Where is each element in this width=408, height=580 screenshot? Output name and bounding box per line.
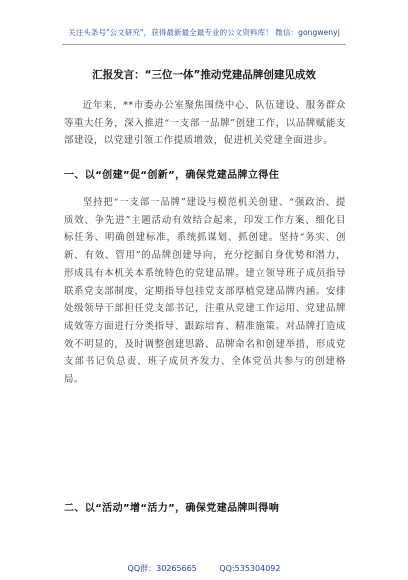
- section-1-heading: 一、以“创建”促“创新”，确保党建品牌立得住: [64, 170, 280, 181]
- header-divider: [62, 44, 346, 45]
- section-1-paragraph: 坚持把“一支部一品牌”建设与模范机关创建、“强政治、提质效、争先进”主题活动有效结合起来，印发工作方案、细化目标任务、明确创建标准，系统抓谋划、抓创建。坚持“务实、创新、有效、管用”的品牌创建导向，充分挖掘自身优势和潜力，形成具有本机关本系统特色的党建品牌。建立领导班子成员指导联系党支部制度，定期指导包挂党支部厚植党建品牌内涵。安排处级领导干部担任党支部书记，注重从党建工作运用、党建品牌成效等方面进行分类指导、跟踪培育、精准施策。对品牌打造成效不明显的，及时调整创建思路、品牌命名和创建举措，形成党支部书记负总责、班子成员齐发力、全体党员共参与的创建格局。: [64, 197, 346, 386]
- qq-link[interactable]: QQ:535304092: [219, 564, 281, 573]
- header-promo-link[interactable]: 关注头条号"公文研究"，获得最新最全最专业的公文资料库！ 微信：gongwenyj: [68, 28, 340, 37]
- section-2-heading: 二、以“活动”增“活力”，确保党建品牌叫得响: [64, 503, 280, 514]
- footer-contact: [0, 563, 408, 574]
- qq-group-link[interactable]: QQ群：30265665: [127, 564, 197, 573]
- intro-paragraph: 近年来，**市委办公室聚焦围绕中心、队伍建设、服务群众等重大任务，深入推进“一支部一品牌”创建工作，以品牌赋能支部建设，以党建引领工作提质增效，促进机关党建全面进步。: [64, 100, 346, 147]
- document-title: 汇报发言：“三位一体”推动党建品牌创建见成效: [92, 69, 316, 81]
